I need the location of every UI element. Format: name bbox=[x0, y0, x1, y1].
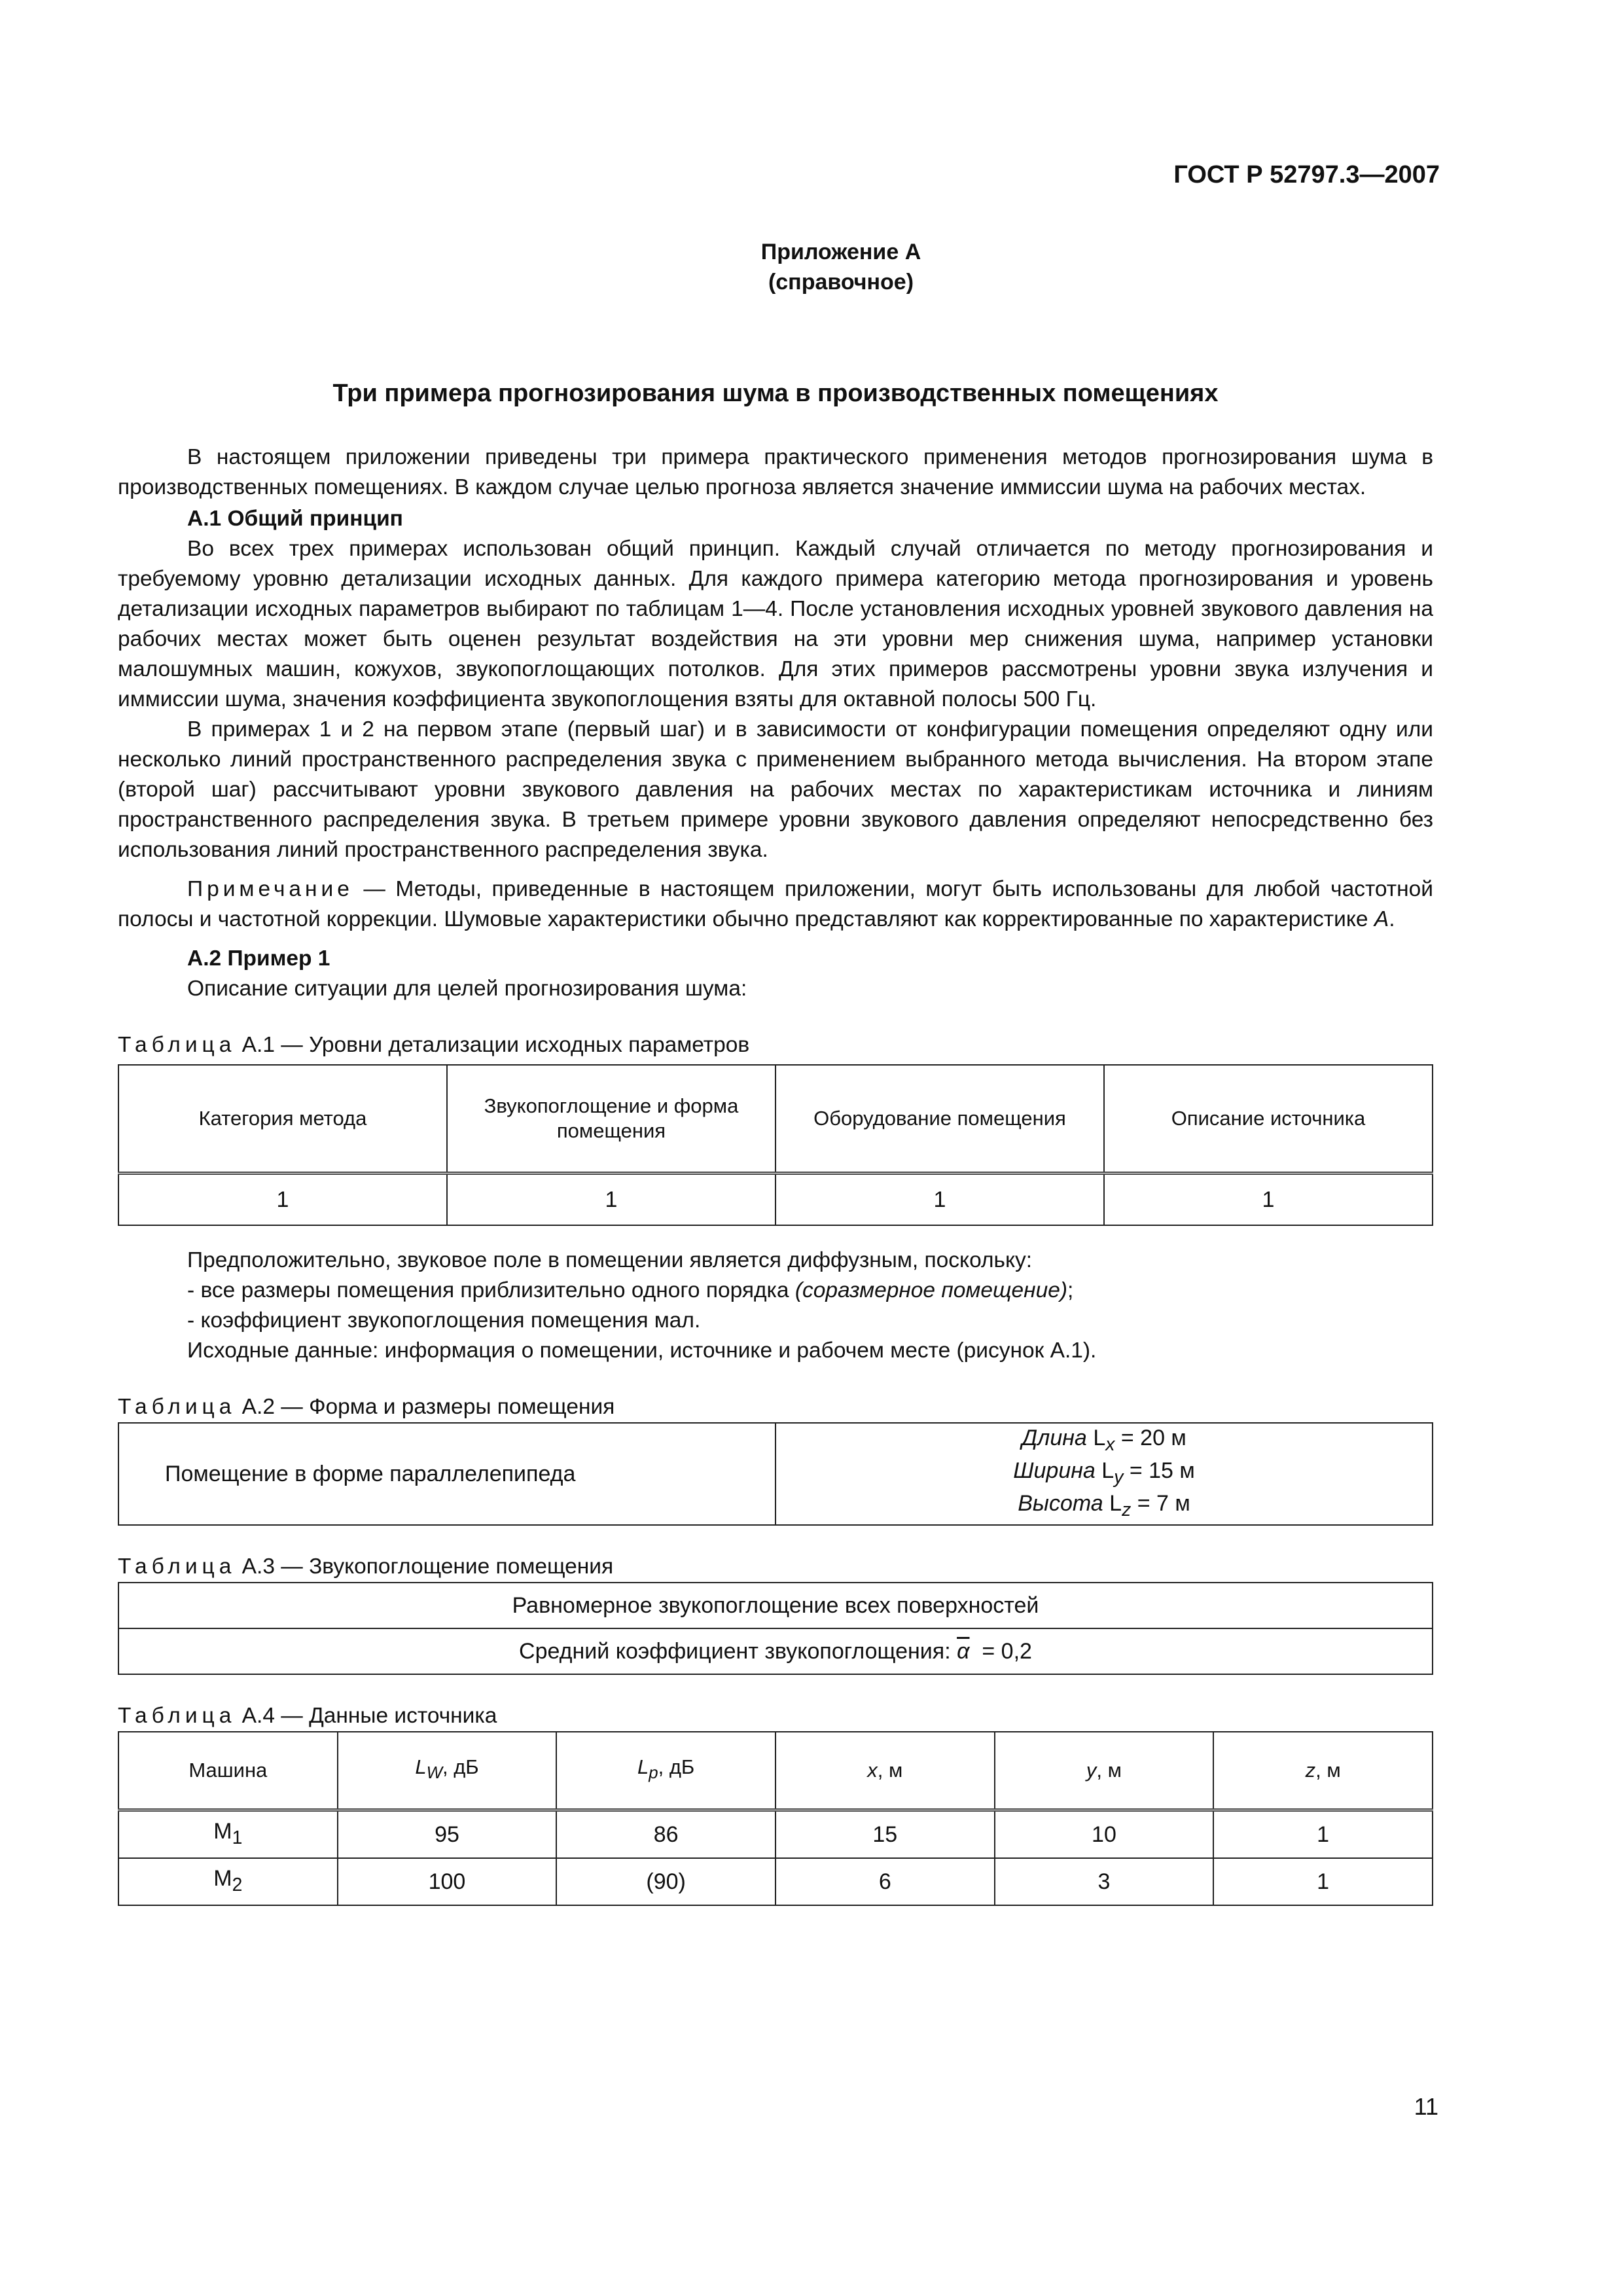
table-row bbox=[118, 1174, 1433, 1226]
table-header-cell: $L_p$, дБ bbox=[556, 1732, 776, 1810]
intro-paragraph: В настоящем приложении приведены три примера практического применения методов прогнозирования шума в производственных помещениях. В каждом случае целью прогноза является значение иммиссии шума на рабочих местах. bbox=[118, 445, 1433, 499]
dimension-width: Ширина $L_y = 15$ м bbox=[1013, 1458, 1195, 1488]
appendix-title: Приложение А bbox=[760, 240, 921, 264]
assumption-line-2-italic: (соразмерное помещение) bbox=[794, 1278, 1068, 1302]
document-code: ГОСТ Р 52797.3—2007 bbox=[1173, 161, 1440, 188]
table-cell: 1 bbox=[776, 1174, 1104, 1226]
table-header-cell: x, м bbox=[776, 1732, 995, 1810]
table-a2 bbox=[118, 1422, 1433, 1526]
table-a4-caption bbox=[118, 1701, 1433, 1731]
table-cell: 10 bbox=[995, 1810, 1214, 1859]
table-a1-caption-text: А.1 — Уровни детализации исходных параметров bbox=[236, 1033, 750, 1057]
section-a1-paragraph-1: Во всех трех примерах использован общий принцип. Каждый случай отличается по методу прогнозирования и требуемому уровню детализации исходных данных. Для каждого примера категорию метода прогнозирования и уровень детализации исходных параметров выбирают по таблицам 1—4. После установления исходных уровней звукового давления на рабочих местах может быть оценен результат воздействия на эти уровни мер снижения шума, например установки малошумных машин, кожухов, звукопоглощающих потолков. Для этих примеров рассмотрены уровни звука излучения и иммиссии шума, значения коэффициента звукопоглощения взяты для октавной полосы 500 Гц. bbox=[118, 537, 1433, 711]
table-a4-label: Таблица bbox=[118, 1704, 236, 1728]
table-a4-caption-text: А.4 — Данные источника bbox=[236, 1704, 497, 1728]
table-a2-caption-text: А.2 — Форма и размеры помещения bbox=[236, 1395, 615, 1419]
page-title: Три примера прогнозирования шума в производственных помещениях bbox=[332, 380, 1219, 407]
table-a3-caption-text: А.3 — Звукопоглощение помещения bbox=[236, 1554, 614, 1579]
note-end: . bbox=[1389, 907, 1395, 931]
document-body bbox=[118, 442, 1433, 1906]
table-a4 bbox=[118, 1731, 1433, 1906]
assumption-line-2 bbox=[118, 1276, 1433, 1306]
note-paragraph bbox=[118, 874, 1433, 935]
table-cell: 6 bbox=[776, 1858, 995, 1905]
section-a1-paragraph-2: В примерах 1 и 2 на первом этапе (первый шаг) и в зависимости от конфигурации помещения определяют одну или несколько линий пространственного распределения звука с применением выбранного метода вычисления. На втором этапе (второй шаг) рассчитывают уровни звукового давления на рабочих местах по характеристикам источника и линиям пространственного распределения звука. В третьем примере уровни звукового давления определяют непосредственно без использования линий пространственного распределения звука. bbox=[118, 717, 1433, 862]
table-header-cell: z, м bbox=[1213, 1732, 1433, 1810]
table-cell: $M_2$ bbox=[118, 1858, 338, 1905]
section-a1-heading: А.1 Общий принцип bbox=[187, 507, 403, 531]
table-cell: 15 bbox=[776, 1810, 995, 1859]
table-cell: (90) bbox=[556, 1858, 776, 1905]
table-cell: 100 bbox=[338, 1858, 557, 1905]
table-cell-dimensions bbox=[776, 1423, 1433, 1525]
table-header-cell: $L_W$, дБ bbox=[338, 1732, 557, 1810]
table-row bbox=[118, 1583, 1433, 1628]
table-cell: 1 bbox=[1213, 1810, 1433, 1859]
table-header-cell: Описание источника bbox=[1104, 1065, 1433, 1174]
assumption-line-4: Исходные данные: информация о помещении, источнике и рабочем месте (рисунок А.1). bbox=[187, 1338, 1097, 1363]
table-a3 bbox=[118, 1582, 1433, 1675]
table-cell: 1 bbox=[447, 1174, 776, 1226]
alpha-symbol: $\overline{\alpha}$ bbox=[957, 1639, 970, 1664]
table-cell: 3 bbox=[995, 1858, 1214, 1905]
appendix-subtitle: (справочное) bbox=[768, 270, 914, 295]
table-cell: Средний коэффициент звукопоглощения: $\overline{\alpha} = 0,2$ bbox=[118, 1628, 1433, 1674]
table-cell: 95 bbox=[338, 1810, 557, 1859]
table-cell: $M_1$ bbox=[118, 1810, 338, 1859]
note-italic: А bbox=[1374, 907, 1389, 931]
table-header-cell: Категория метода bbox=[118, 1065, 447, 1174]
table-a2-caption bbox=[118, 1392, 1433, 1422]
table-row bbox=[118, 1810, 1433, 1859]
table-row bbox=[118, 1423, 1433, 1525]
table-cell: Равномерное звукопоглощение всех поверхностей bbox=[118, 1583, 1433, 1628]
table-cell: 1 bbox=[1213, 1858, 1433, 1905]
note-label: Примечание bbox=[187, 877, 353, 901]
appendix-heading bbox=[0, 237, 1623, 297]
table-a3-label: Таблица bbox=[118, 1554, 236, 1579]
dimension-height: Высота $L_z = 7$ м bbox=[1018, 1490, 1190, 1520]
table-a3-caption bbox=[118, 1552, 1433, 1582]
table-row bbox=[118, 1628, 1433, 1674]
table-cell: 1 bbox=[1104, 1174, 1433, 1226]
assumption-line-2-pre: - все размеры помещения приблизительно одного порядка bbox=[187, 1278, 795, 1302]
table-header-row bbox=[118, 1732, 1433, 1810]
table-row bbox=[118, 1858, 1433, 1905]
page-number: 11 bbox=[1414, 2093, 1438, 2120]
table-header-row bbox=[118, 1065, 1433, 1174]
section-a2-heading: А.2 Пример 1 bbox=[187, 946, 330, 971]
table-cell: Помещение в форме параллелепипеда bbox=[118, 1423, 776, 1525]
table-cell: 86 bbox=[556, 1810, 776, 1859]
table-header-cell: Звукопоглощение и форма помещения bbox=[447, 1065, 776, 1174]
table-a1-label: Таблица bbox=[118, 1033, 236, 1057]
table-cell: 1 bbox=[118, 1174, 447, 1226]
table-a1 bbox=[118, 1064, 1433, 1226]
table-a1-caption bbox=[118, 1030, 1433, 1060]
section-a2-lead: Описание ситуации для целей прогнозирования шума: bbox=[187, 977, 747, 1001]
table-header-cell: Машина bbox=[118, 1732, 338, 1810]
assumption-line-3: - коэффициент звукопоглощения помещения мал. bbox=[187, 1308, 701, 1333]
table-header-cell: Оборудование помещения bbox=[776, 1065, 1104, 1174]
dimension-length: Длина $L_x = 20$ м bbox=[1022, 1426, 1186, 1456]
assumption-line-1: Предположительно, звуковое поле в помещении является диффузным, поскольку: bbox=[187, 1248, 1033, 1272]
table-a2-label: Таблица bbox=[118, 1395, 236, 1419]
table-header-cell: y, м bbox=[995, 1732, 1214, 1810]
note-text: — Методы, приведенные в настоящем приложении, могут быть использованы для любой частотной полосы и частотной коррекции. Шумовые характеристики обычно представляют как корректированные по характеристике bbox=[118, 877, 1433, 931]
assumption-line-2-post: ; bbox=[1067, 1278, 1074, 1302]
